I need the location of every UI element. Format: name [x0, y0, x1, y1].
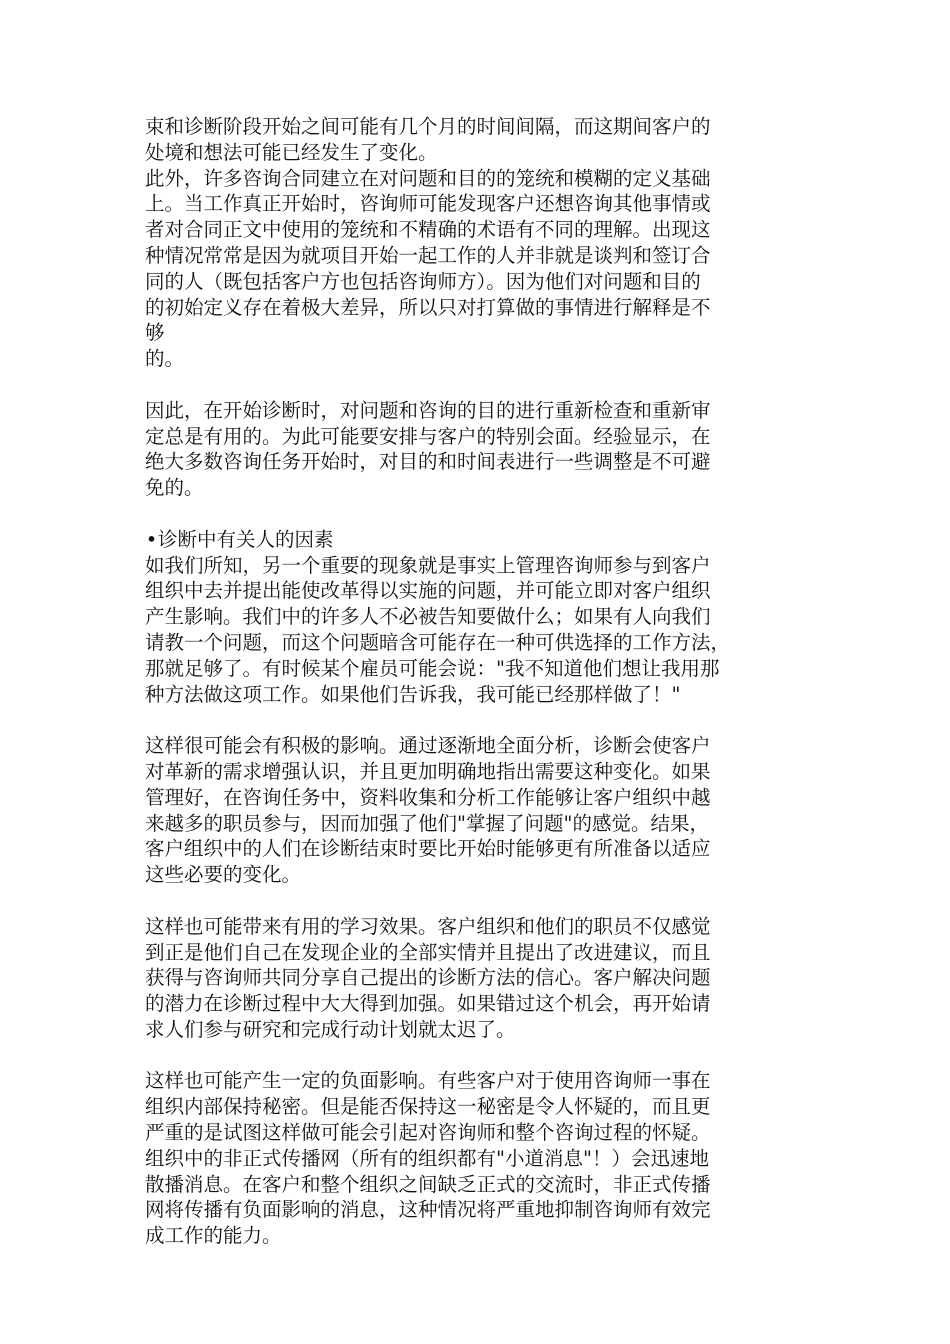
text-line: 因此，在开始诊断时，对问题和咨询的目的进行重新检查和重新审: [145, 398, 711, 422]
text-line: 到正是他们自己在发现企业的全部实情并且提出了改进建议，而且: [145, 940, 711, 964]
text-line: 绝大多数咨询任务开始时，对目的和时间表进行一些调整是不可避: [145, 450, 711, 474]
text-line: 此外，许多咨询合同建立在对问题和目的的笼统和模糊的定义基础: [145, 166, 711, 190]
text-line: 如我们所知，另一个重要的现象就是事实上管理咨询师参与到客户: [145, 553, 711, 577]
bullet-icon: •: [145, 527, 158, 551]
paragraph-spacer: [145, 372, 805, 398]
text-line: 同的人（既包括客户方也包括咨询师方）。因为他们对问题和目的: [145, 269, 701, 293]
text-line: 来越多的职员参与，因而加强了他们"掌握了问题"的感觉。结果，: [145, 811, 709, 835]
section-heading-text: 诊断中有关人的因素: [158, 527, 334, 551]
text-line: 求人们参与研究和完成行动计划就太迟了。: [145, 1017, 516, 1041]
text-line: 的潜力在诊断过程中大大得到加强。如果错过这个机会，再开始请: [145, 992, 711, 1016]
text-line: 对革新的需求增强认识，并且更加明确地指出需要这种变化。如果: [145, 759, 711, 783]
text-line: 种情况常常是因为就项目开始一起工作的人并非就是谈判和签订合: [145, 243, 711, 267]
text-line: 这样也可能带来有用的学习效果。客户组织和他们的职员不仅感觉: [145, 914, 711, 938]
paragraph-spacer: [145, 888, 805, 914]
text-line: 处境和想法可能已经发生了变化。: [145, 140, 438, 164]
text-line: 请教一个问题，而这个问题暗含可能存在一种可供选择的工作方法，: [145, 630, 731, 654]
text-line: 免的。: [145, 476, 204, 500]
text-line: 客户组织中的人们在诊断结束时要比开始时能够更有所准备以适应: [145, 837, 711, 861]
paragraph-spacer: [145, 501, 805, 527]
text-line: 组织中去并提出能使改革得以实施的问题，并可能立即对客户组织: [145, 579, 711, 603]
text-line: 束和诊断阶段开始之间可能有几个月的时间间隔，而这期间客户的: [145, 115, 711, 138]
text-line: 散播消息。在客户和整个组织之间缺乏正式的交流时，非正式传播: [145, 1172, 711, 1196]
text-line: 那就足够了。有时候某个雇员可能会说："我不知道他们想让我用那: [145, 656, 720, 680]
text-line: 管理好，在咨询任务中，资料收集和分析工作能够让客户组织中越: [145, 785, 711, 809]
text-line: 定总是有用的。为此可能要安排与客户的特别会面。经验显示，在: [145, 424, 711, 448]
text-line: 种方法做这项工作。如果他们告诉我，我可能已经那样做了！": [145, 682, 681, 706]
text-line: 严重的是试图这样做可能会引起对咨询师和整个咨询过程的怀疑。: [145, 1121, 711, 1145]
text-line: 组织中的非正式传播网（所有的组织都有"小道消息"！）会迅速地: [145, 1146, 709, 1170]
section-heading: [145, 527, 805, 553]
text-line: 这样也可能产生一定的负面影响。有些客户对于使用咨询师一事在: [145, 1069, 711, 1093]
text-line: 获得与咨询师共同分享自己提出的诊断方法的信心。客户解决问题: [145, 966, 711, 990]
paragraph-3: [145, 398, 805, 501]
paragraph-spacer: [145, 1043, 805, 1069]
text-line: 者对合同正文中使用的笼统和不精确的术语有不同的理解。出现这: [145, 218, 711, 242]
text-line: 这些必要的变化。: [145, 863, 302, 887]
paragraph-7: [145, 1068, 805, 1249]
document-page: [145, 114, 805, 1249]
text-line: 成工作的能力。: [145, 1224, 282, 1248]
paragraph-5: [145, 733, 805, 888]
paragraph-spacer: [145, 707, 805, 733]
paragraph-1: [145, 114, 805, 166]
paragraph-2: [145, 166, 805, 372]
text-line: 产生影响。我们中的许多人不必被告知要做什么；如果有人向我们: [145, 605, 711, 629]
paragraph-6: [145, 914, 805, 1043]
text-line: 的。: [145, 347, 185, 371]
text-line: 够: [145, 321, 165, 345]
text-line: 的初始定义存在着极大差异，所以只对打算做的事情进行解释是不: [145, 295, 711, 319]
text-line: 这样很可能会有积极的影响。通过逐渐地全面分析，诊断会使客户: [145, 734, 711, 758]
text-line: 上。当工作真正开始时，咨询师可能发现客户还想咨询其他事情或: [145, 192, 711, 216]
text-line: 网将传播有负面影响的消息，这种情况将严重地抑制咨询师有效完: [145, 1198, 711, 1222]
section-human-factors: [145, 527, 805, 708]
text-line: 组织内部保持秘密。但是能否保持这一秘密是令人怀疑的，而且更: [145, 1095, 711, 1119]
